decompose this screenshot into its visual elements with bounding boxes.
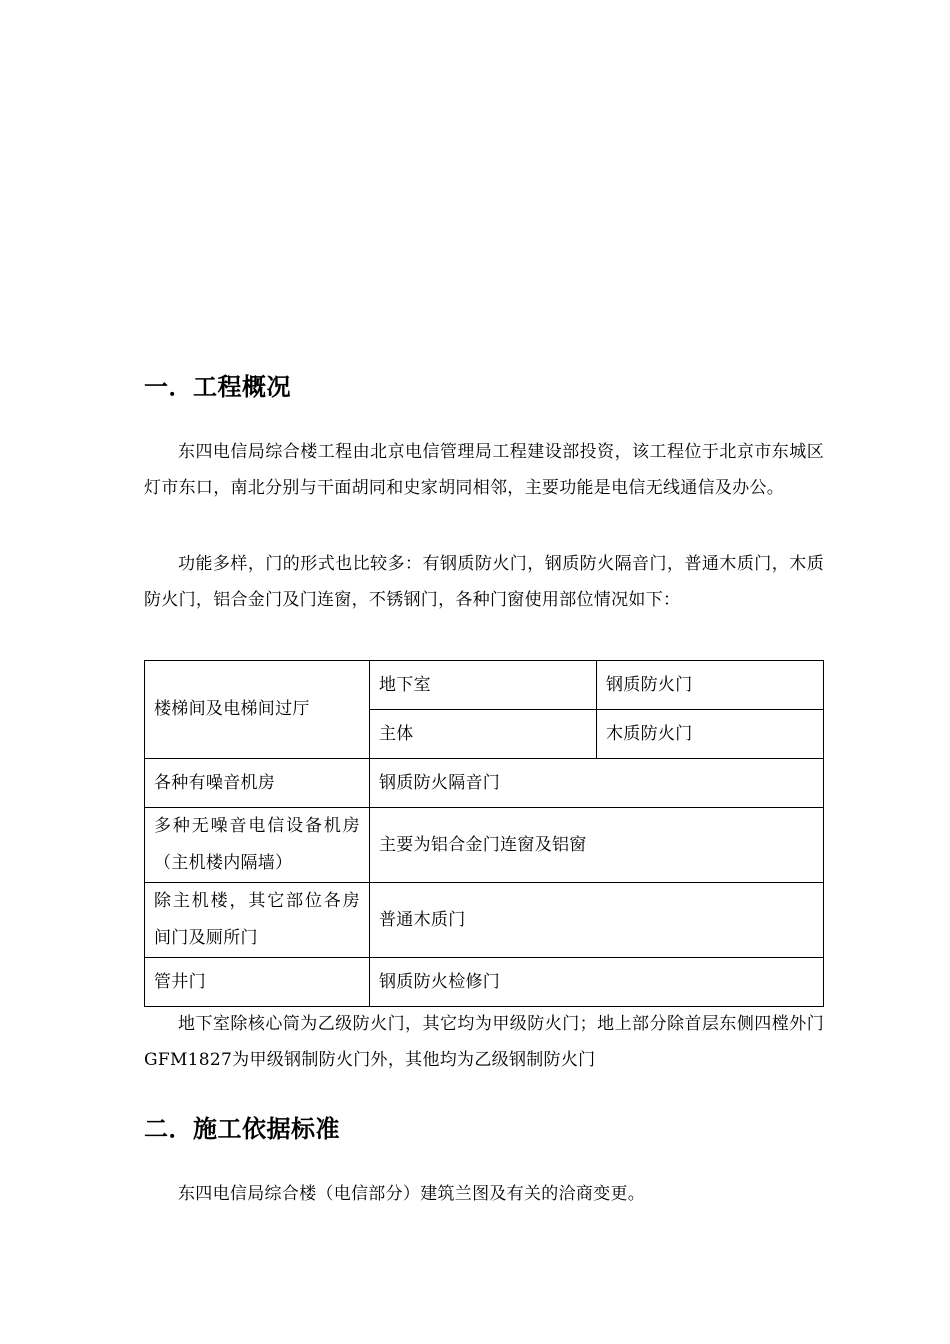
section-heading-overview: 一．工程概况 [144, 373, 291, 401]
table-cell-location: 管井门 [145, 958, 370, 1007]
table-cell-door: 普通木质门 [370, 883, 824, 958]
table-cell-door: 钢质防火门 [597, 661, 824, 710]
table-cell-location: 各种有噪音机房 [145, 759, 370, 808]
section-heading-standards: 二．施工依据标准 [144, 1115, 340, 1143]
door-usage-table [144, 660, 824, 1007]
door-types-paragraph: 功能多样，门的形式也比较多：有钢质防火门，钢质防火隔音门，普通木质门，木质防火门，铝合金门及门连窗，不锈钢门，各种门窗使用部位情况如下： [144, 554, 824, 610]
table-row [145, 883, 824, 958]
table-cell-location: 除主机楼，其它部位各房间门及厕所门 [145, 883, 370, 958]
overview-paragraph: 东四电信局综合楼工程由北京电信管理局工程建设部投资，该工程位于北京市东城区灯市东口，南北分别与干面胡同和史家胡同相邻，主要功能是电信无线通信及办公。 [144, 442, 824, 498]
table-cell-door: 木质防火门 [597, 710, 824, 759]
standards-paragraph: 东四电信局综合楼（电信部分）建筑兰图及有关的洽商变更。 [178, 1184, 646, 1204]
table-cell-door: 钢质防火隔音门 [370, 759, 824, 808]
table-row [145, 808, 824, 883]
table-cell-door: 钢质防火检修门 [370, 958, 824, 1007]
table-row [145, 759, 824, 808]
table-cell-location: 多种无噪音电信设备机房（主机楼内隔墙） [145, 808, 370, 883]
table-cell-location: 楼梯间及电梯间过厅 [145, 661, 370, 759]
table-cell-area: 主体 [370, 710, 597, 759]
fire-door-grade-paragraph: 地下室除核心筒为乙级防火门，其它均为甲级防火门；地上部分除首层东侧四樘外门GFM1827为甲级钢制防火门外，其他均为乙级钢制防火门 [144, 1014, 824, 1070]
table-cell-area: 地下室 [370, 661, 597, 710]
table-cell-door: 主要为铝合金门连窗及铝窗 [370, 808, 824, 883]
table-row [145, 958, 824, 1007]
table-row [145, 661, 824, 710]
